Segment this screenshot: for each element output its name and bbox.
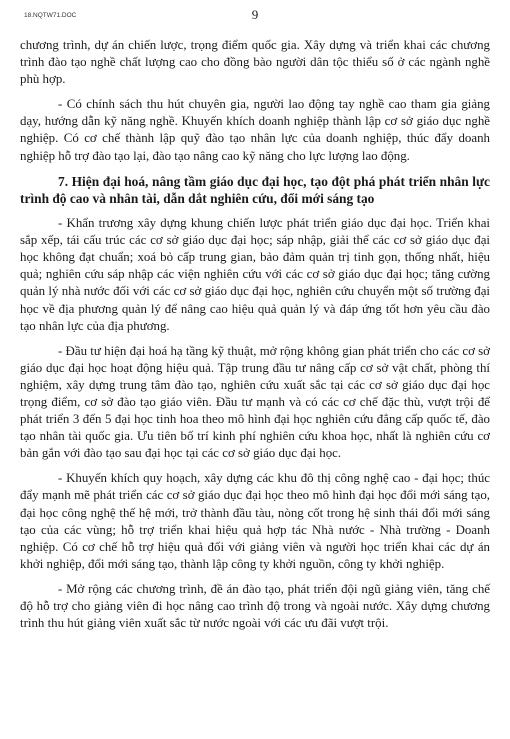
document-filename: 18.NQTW71.DOC	[24, 12, 77, 19]
section-heading-7: 7. Hiện đại hoá, nâng tầm giáo dục đại học, tạo đột phá phát triển nhân lực trình độ cao và nhân tài, dẫn dắt nghiên cứu, đổi mới sáng tạo	[20, 173, 490, 206]
paragraph-strategy-framework: - Khẩn trương xây dựng khung chiến lược phát triển giáo dục đại học. Triển khai sắp xếp, tái cấu trúc các cơ sở giáo dục đại học; sáp nhập, giải thể các cơ sở giáo dục đại học không đạt chuẩn; xoá bỏ cấp trung gian, bảo đảm quản trị tinh gọn, thống nhất, hiệu quả; nghiên cứu sáp nhập các viện nghiên cứu với các cơ sở giáo dục đại học; tăng cường quản lý nhà nước đối với các cơ sở giáo dục đại học, nghiên cứu chuyển một số trường đại học về địa phương quản lý để nâng cao hiệu quả quản lý và đáp ứng tốt hơn yêu cầu đào tạo nhân lực của địa phương.	[20, 216, 490, 333]
paragraph-tech-urban-areas: - Khuyến khích quy hoạch, xây dựng các khu đô thị công nghệ cao - đại học; thúc đẩy mạnh mẽ phát triển các cơ sở giáo dục đại học theo mô hình đại học đổi mới sáng tạo, đại học công nghệ thế hệ mới, trở thành đầu tàu, nòng cốt trong hệ sinh thái đổi mới sáng tạo của các vùng; hỗ trợ triển khai hiệu quả hợp tác Nhà nước - Nhà trường - Doanh nghiệp. Có cơ chế hỗ trợ hiệu quả đối với giảng viên và người học triển khai các dự án khởi nghiệp, đổi mới sáng tạo, thành lập công ty khởi nguồn, công ty khởi nghiệp.	[20, 471, 490, 571]
document-body	[20, 37, 490, 640]
page-number: 9	[251, 7, 259, 22]
paragraph-expert-attraction: - Có chính sách thu hút chuyên gia, người lao động tay nghề cao tham gia giảng dạy, hướng dẫn kỹ năng nghề. Khuyến khích doanh nghiệp thành lập cơ sở giáo dục nghề nghiệp. Có cơ chế thành lập quỹ đào tạo nhân lực của doanh nghiệp, thúc đẩy doanh nghiệp hỗ trợ đào tạo lại, đào tạo nâng cao kỹ năng cho lực lượng lao động.	[20, 97, 490, 163]
paragraph-infrastructure-investment: - Đầu tư hiện đại hoá hạ tầng kỹ thuật, mở rộng không gian phát triển cho các cơ sở giáo dục đại học hoạt động hiệu quả. Tập trung đầu tư nâng cấp cơ sở vật chất, phòng thí nghiệm, xây dựng trung tâm đào tạo, nghiên cứu xuất sắc tại các cơ sở giáo dục đại học trọng điểm, cơ sở đào tạo giáo viên. Đầu tư mạnh và có các cơ chế đặc thù, vượt trội để phát triển 3 đến 5 đại học tinh hoa theo mô hình đại học nghiên cứu đẳng cấp quốc tế, đào tạo nhân tài quốc gia. Ưu tiên bố trí kinh phí nghiên cứu khoa học, nhất là nghiên cứu cơ bản gắn với đào tạo sau đại học tại các cơ sở giáo dục đại học.	[20, 343, 490, 461]
paragraph-continuation: chương trình, dự án chiến lược, trọng điểm quốc gia. Xây dựng và triển khai các chương trình đào tạo nghề chất lượng cao cho đồng bào người dân tộc thiểu số ở các ngành nghề phù hợp.	[20, 38, 490, 87]
paragraph-lecturer-training: - Mở rộng các chương trình, đề án đào tạo, phát triển đội ngũ giảng viên, tăng chế độ hỗ trợ cho giảng viên đi học nâng cao trình độ trong và ngoài nước. Xây dựng chương trình thu hút giảng viên xuất sắc từ nước ngoài với các ưu đãi vượt trội.	[20, 581, 490, 631]
